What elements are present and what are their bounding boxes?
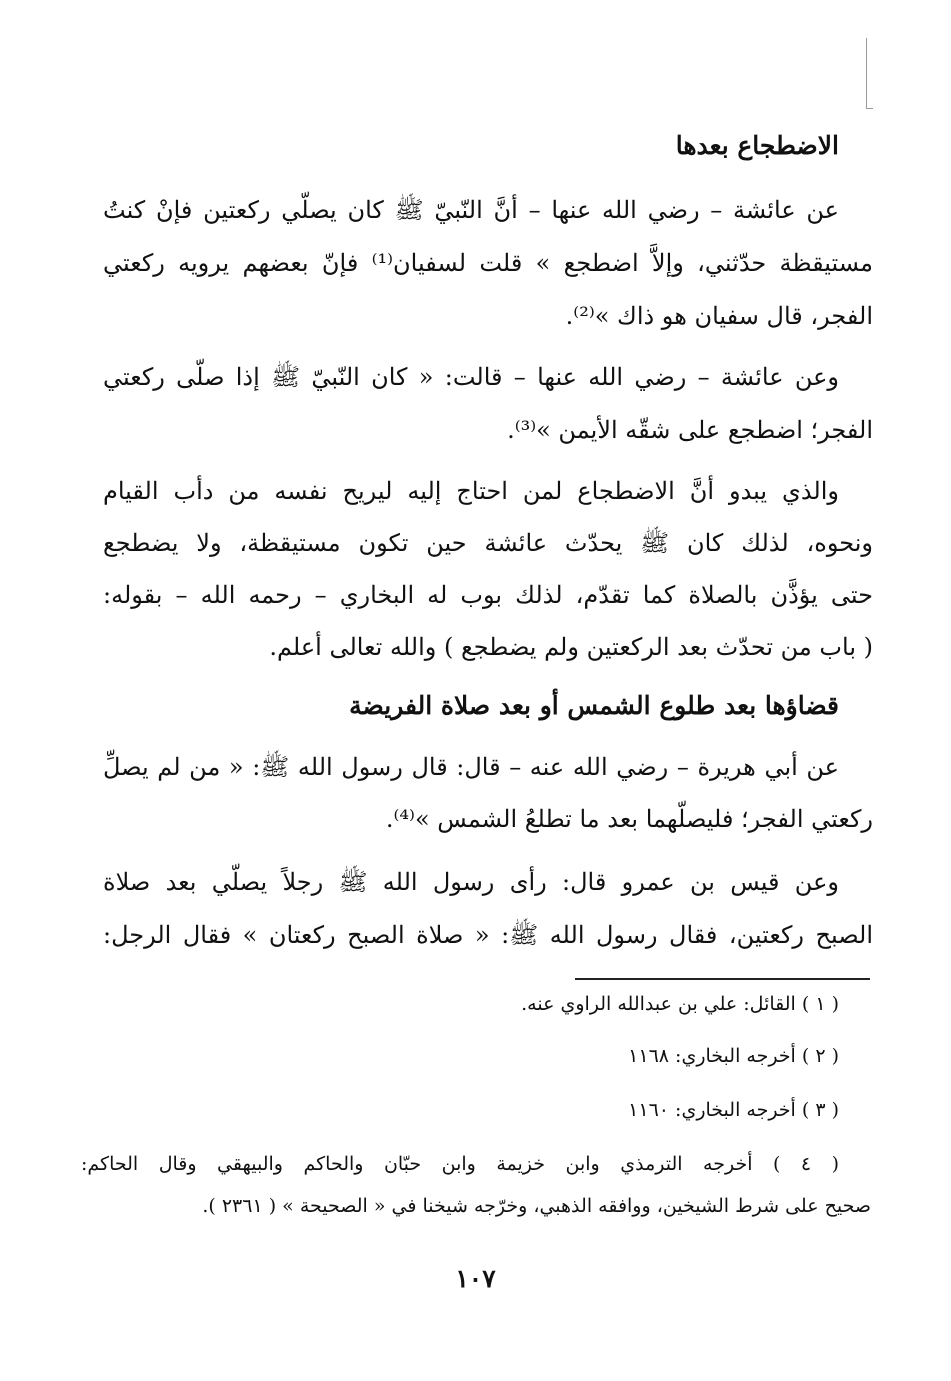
text-line: وعن عائشة – رضي الله عنها – قالت: « كان النّبيّ ﷺ إذا صلّى ركعتي: [103, 363, 839, 391]
text-line: عن عائشة – رضي الله عنها – أنَّ النّبيّ ﷺ كان يصلّي ركعتين فإنْ كنتُ: [103, 196, 839, 224]
section-heading-lying-down: الاضطجاع بعدها: [675, 131, 839, 160]
text-line: ( باب من تحدّث بعد الركعتين ولم يضطجع ) والله تعالى أعلم.: [269, 633, 873, 661]
footnote-3: ( ٣ ) أخرجه البخاري: ١١٦٠: [628, 1099, 839, 1121]
text-line: ونحوه، لذلك كان ﷺ يحدّث عائشة حين تكون مستيقظة، ولا يضطجع: [103, 529, 873, 557]
text-line: ركعتي الفجر؛ فليصلّهما بعد ما تطلعُ الشمس »⁽⁴⁾.: [385, 805, 873, 833]
footnote-separator: [575, 978, 870, 980]
text-line: الفجر؛ اضطجع على شقّه الأيمن »⁽³⁾.: [507, 416, 873, 444]
section-heading-makeup: قضاؤها بعد طلوع الشمس أو بعد صلاة الفريضة: [349, 691, 839, 720]
footnote-4-continued: صحيح على شرط الشيخين، ووافقه الذهبي، وخرّجه شيخنا في « الصحيحة » ( ٢٣٦١ ).: [202, 1195, 871, 1217]
text-line: الفجر، قال سفيان هو ذاك »⁽²⁾.: [565, 302, 873, 330]
text-line: وعن قيس بن عمرو قال: رأى رسول الله ﷺ رجلاً يصلّي بعد صلاة: [103, 868, 839, 896]
page-number: ١٠٧: [455, 1264, 496, 1293]
text-line: مستيقظة حدّثني، وإلاَّ اضطجع » قلت لسفيان⁽¹⁾ فإنّ بعضهم يرويه ركعتي: [103, 249, 874, 277]
footnote-1: ( ١ ) القائل: علي بن عبدالله الراوي عنه.: [521, 993, 839, 1015]
text-line: حتى يؤذَّن بالصلاة كما تقدّم، لذلك بوب له البخاري – رحمه الله – بقوله:: [103, 581, 873, 609]
text-line: عن أبي هريرة – رضي الله عنه – قال: قال رسول الله ﷺ: « من لم يصلِّ: [103, 753, 839, 781]
footnote-4: ( ٤ ) أخرجه الترمذي وابن خزيمة وابن حبّان والحاكم والبيهقي وقال الحاكم:: [81, 1153, 839, 1175]
text-line: والذي يبدو أنَّ الاضطجاع لمن احتاج إليه ليريح نفسه من دأب القيام: [103, 477, 839, 505]
text-line: الصبح ركعتين، فقال رسول الله ﷺ: « صلاة الصبح ركعتان » فقال الرجل:: [103, 921, 873, 949]
footnote-2: ( ٢ ) أخرجه البخاري: ١١٦٨: [628, 1045, 839, 1067]
page-edge-mark: [866, 38, 873, 109]
